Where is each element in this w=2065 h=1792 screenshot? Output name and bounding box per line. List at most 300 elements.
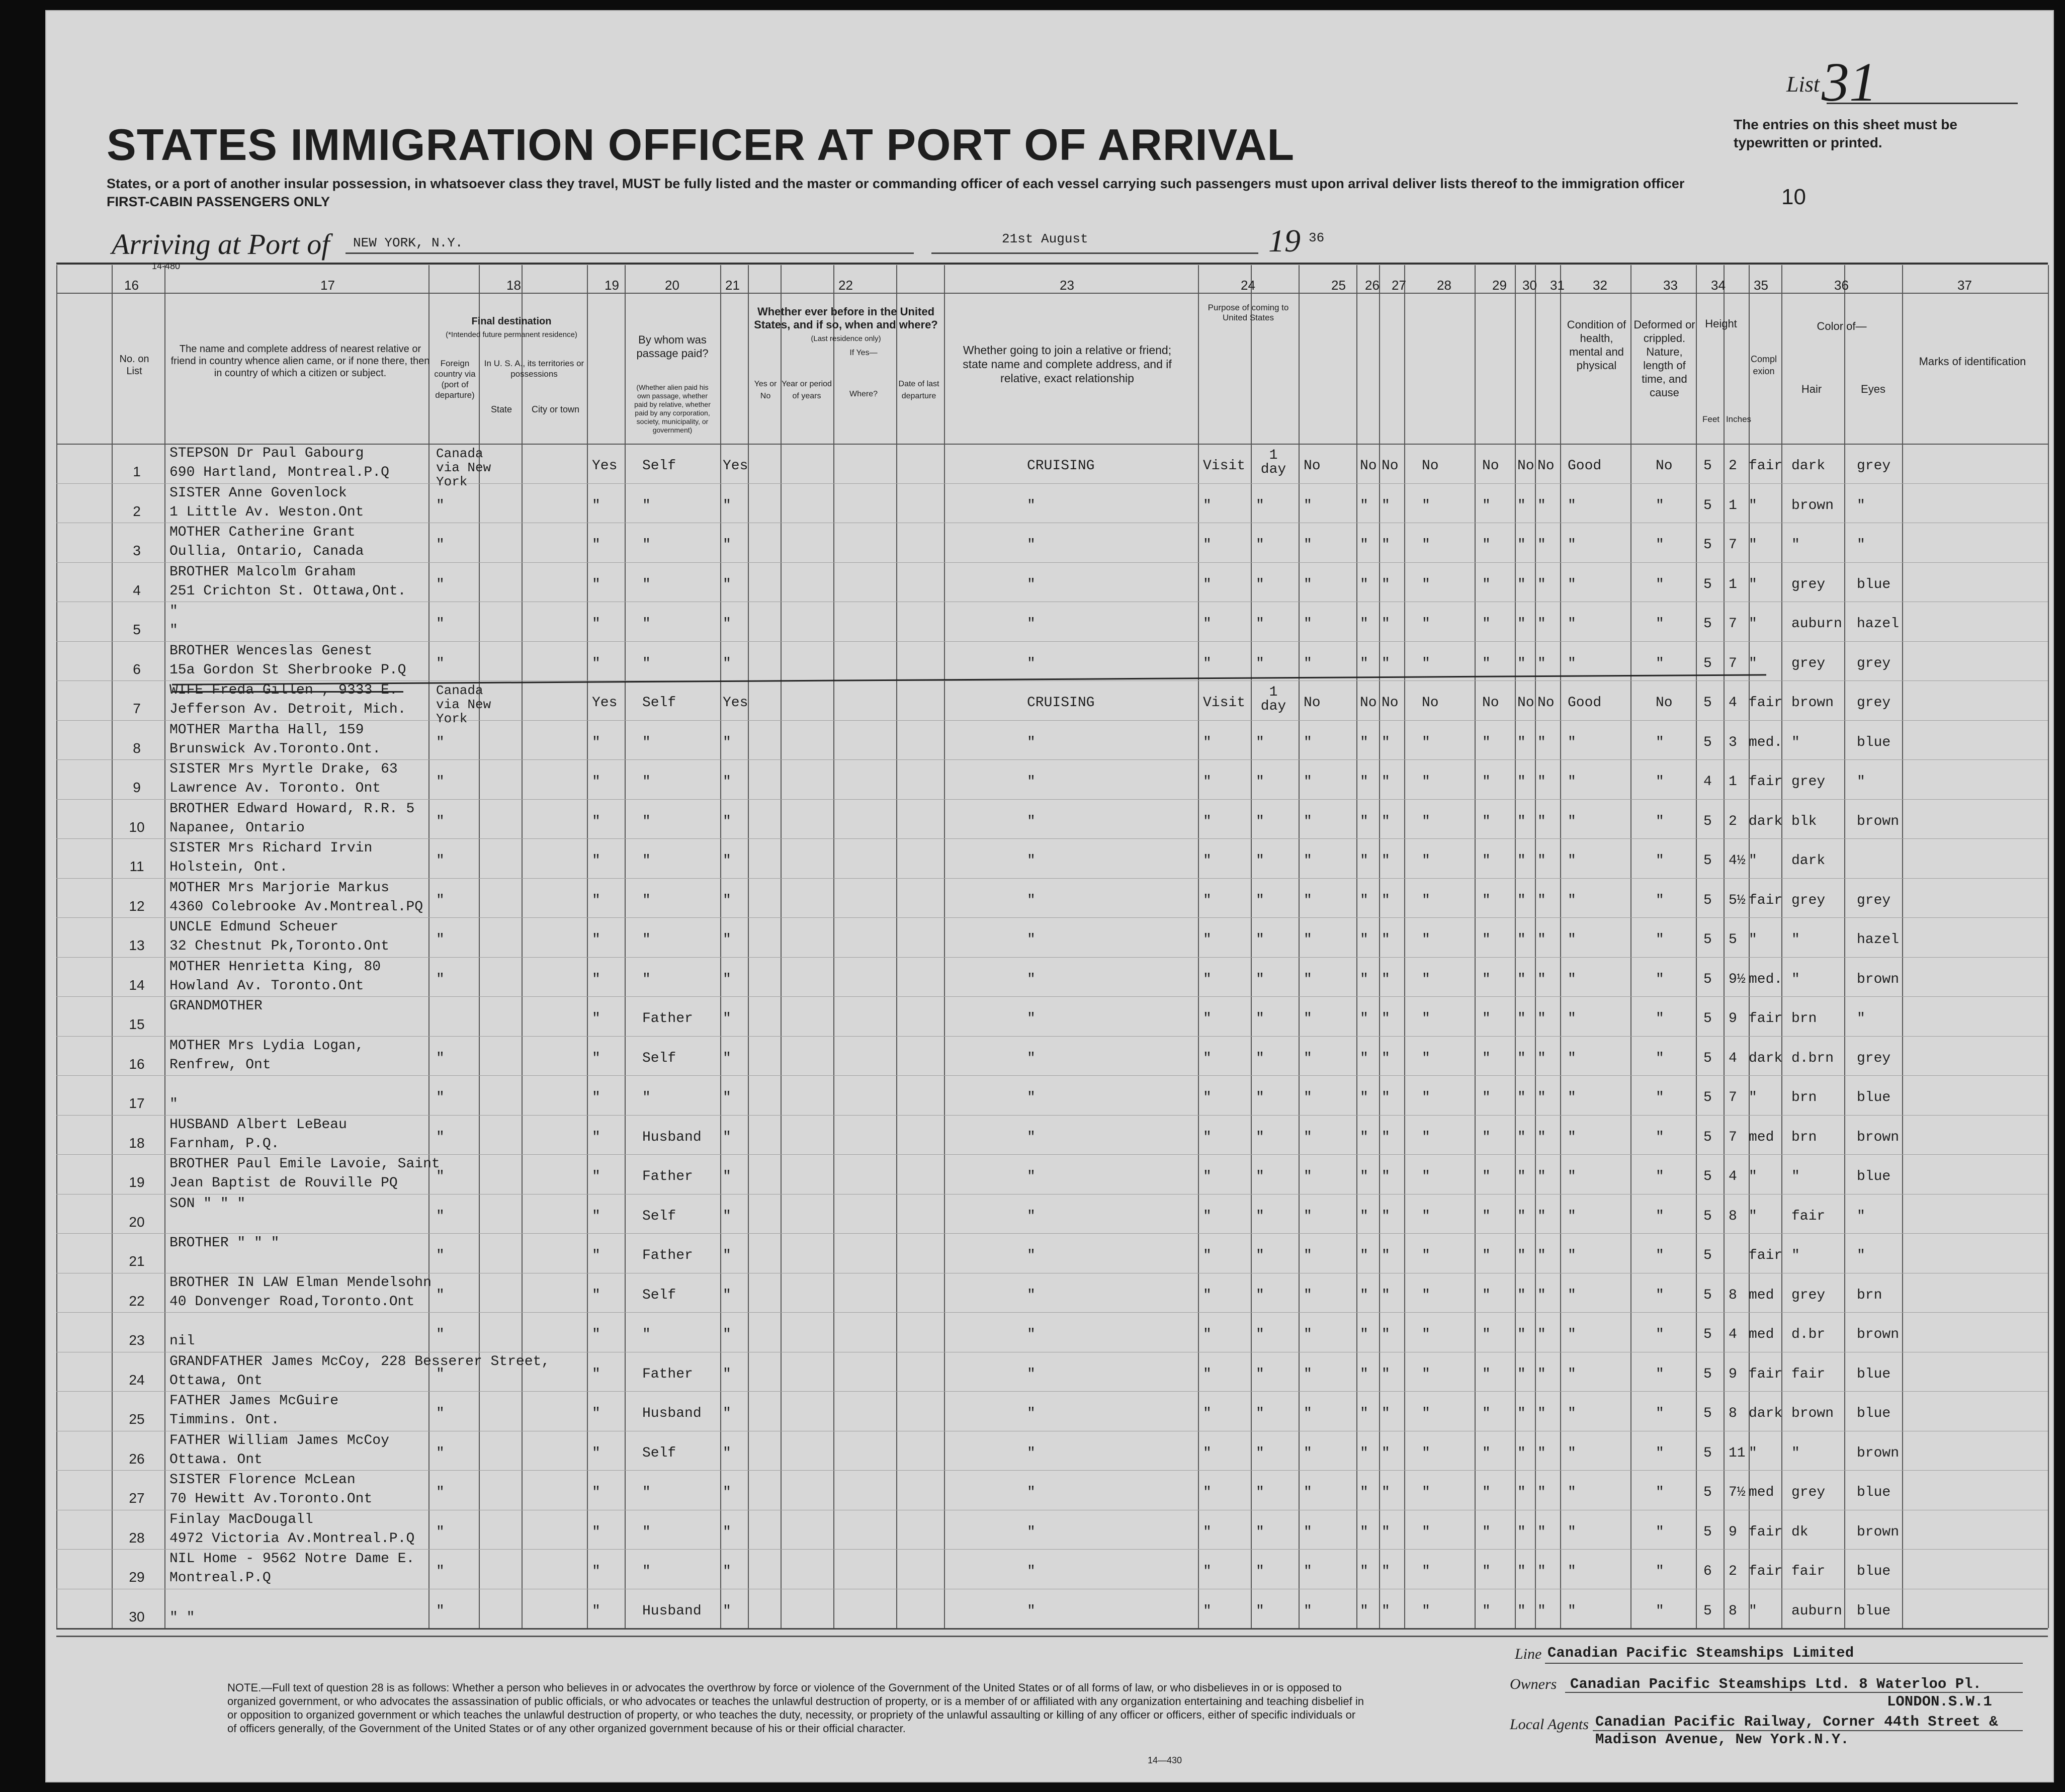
- relative-address: 1 Little Av. Weston.Ont: [169, 504, 364, 520]
- cell-inches: 7½: [1729, 1485, 1746, 1501]
- col-head-36: Color of—: [1817, 320, 1867, 332]
- col-num-26: 26: [1365, 278, 1380, 293]
- cell-foreign: ": [436, 655, 445, 671]
- cell-c27: No: [1382, 458, 1399, 474]
- cell-complexion: med: [1749, 1287, 1774, 1303]
- relative-name: WIFE Freda Gillen , 9333 E.: [169, 682, 398, 698]
- cell-c30: ": [1517, 1208, 1526, 1224]
- column-rule: [1404, 265, 1405, 1628]
- cell-ticket: ": [592, 1011, 600, 1027]
- cell-inches: 4½: [1729, 853, 1746, 869]
- cell-health: ": [1568, 1524, 1576, 1540]
- cell-money: ": [723, 774, 731, 790]
- line-value: Canadian Pacific Steamships Limited: [1547, 1645, 1854, 1661]
- agents-underline: [1593, 1730, 2023, 1731]
- cell-purpose: ": [1203, 1485, 1212, 1501]
- cell-foreign: ": [436, 932, 445, 948]
- cell-join: ": [1027, 1248, 1036, 1264]
- cell-feet: 5: [1703, 1603, 1712, 1619]
- cell-deformed: ": [1656, 616, 1664, 632]
- cell-ticket: ": [592, 497, 600, 514]
- relative-address: 15a Gordon St Sherbrooke P.Q: [169, 662, 406, 678]
- col-num-19: 19: [605, 278, 619, 293]
- cell-ticket: ": [592, 734, 600, 750]
- cell-length: ": [1256, 971, 1264, 987]
- cell-purpose: ": [1203, 1603, 1212, 1619]
- cell-inches: 7: [1729, 537, 1737, 553]
- cell-health: ": [1568, 1603, 1576, 1619]
- col-num-31: 31: [1550, 278, 1565, 293]
- row-number: 20: [129, 1214, 145, 1230]
- cell-c26: ": [1360, 1406, 1368, 1422]
- cell-eyes: grey: [1857, 458, 1891, 474]
- cell-inches: 9: [1729, 1366, 1737, 1382]
- cell-foreign: ": [436, 971, 445, 987]
- cell-c25: ": [1304, 1485, 1312, 1501]
- cell-c30: ": [1517, 853, 1526, 869]
- cell-inches: 3: [1729, 734, 1737, 750]
- cell-paid: ": [642, 576, 651, 592]
- cell-length: ": [1256, 1327, 1264, 1343]
- agents-label: Local Agents: [1510, 1716, 1589, 1733]
- cell-c30: ": [1517, 576, 1526, 592]
- cell-deformed: ": [1656, 1169, 1664, 1185]
- header-rule: [56, 293, 2048, 294]
- cell-ticket: ": [592, 1524, 600, 1540]
- cell-complexion: ": [1749, 1208, 1757, 1224]
- cell-purpose: ": [1203, 1327, 1212, 1343]
- cell-foreign: ": [436, 1248, 445, 1264]
- cell-health: ": [1568, 813, 1576, 829]
- cell-complexion: ": [1749, 1603, 1757, 1619]
- cell-c27: ": [1382, 1050, 1390, 1066]
- cell-length: ": [1256, 655, 1264, 671]
- cell-c28: ": [1422, 655, 1430, 671]
- cell-c29: ": [1482, 1287, 1491, 1303]
- cell-money: ": [723, 1248, 731, 1264]
- cell-c27: ": [1382, 1485, 1390, 1501]
- cell-inches: 1: [1729, 576, 1737, 592]
- row-number: 28: [129, 1529, 145, 1546]
- cell-c31: ": [1537, 537, 1546, 553]
- row-number: 4: [133, 582, 141, 598]
- cell-length: ": [1256, 853, 1264, 869]
- cell-c28: ": [1422, 853, 1430, 869]
- cell-complexion: ": [1749, 616, 1757, 632]
- cell-ticket: ": [592, 1603, 600, 1619]
- agents-value-2: Madison Avenue, New York.N.Y.: [1595, 1731, 1849, 1748]
- cell-c30: ": [1517, 932, 1526, 948]
- cell-c27: ": [1382, 774, 1390, 790]
- footer-rule: [56, 1636, 2048, 1637]
- cell-c29: ": [1482, 1366, 1491, 1382]
- cell-c29: ": [1482, 892, 1491, 908]
- page-title: STATES IMMIGRATION OFFICER AT PORT OF ARRIVAL: [107, 120, 1295, 169]
- cell-money: ": [723, 1327, 731, 1343]
- cell-c29: ": [1482, 655, 1491, 671]
- cell-eyes: blue: [1857, 1603, 1891, 1619]
- cell-feet: 5: [1703, 1011, 1712, 1027]
- cell-feet: 5: [1703, 497, 1712, 514]
- col-num-27: 27: [1392, 278, 1406, 293]
- cell-inches: 8: [1729, 1406, 1737, 1422]
- cell-length: ": [1256, 1287, 1264, 1303]
- cell-c27: ": [1382, 1406, 1390, 1422]
- cell-paid: Father: [642, 1169, 693, 1185]
- cell-eyes: ": [1857, 1248, 1865, 1264]
- cell-feet: 5: [1703, 813, 1712, 829]
- cell-c26: ": [1360, 1050, 1368, 1066]
- cell-purpose: ": [1203, 892, 1212, 908]
- cell-deformed: ": [1656, 1524, 1664, 1540]
- cell-health: ": [1568, 1090, 1576, 1106]
- cell-deformed: ": [1656, 1406, 1664, 1422]
- relative-name: MOTHER Mrs Lydia Logan,: [169, 1038, 364, 1054]
- cell-eyes: brown: [1857, 813, 1900, 829]
- cell-purpose: ": [1203, 1208, 1212, 1224]
- cell-length: ": [1256, 1485, 1264, 1501]
- cell-c31: ": [1537, 734, 1546, 750]
- cell-eyes: brown: [1857, 1445, 1900, 1461]
- cell-hair: ": [1791, 932, 1800, 948]
- relative-address: 4972 Victoria Av.Montreal.P.Q: [169, 1530, 415, 1547]
- cell-c31: ": [1537, 1406, 1546, 1422]
- cell-money: ": [723, 1208, 731, 1224]
- cell-purpose: ": [1203, 734, 1212, 750]
- cell-c28: ": [1422, 537, 1430, 553]
- cell-join: ": [1027, 576, 1036, 592]
- cell-c28: ": [1422, 1445, 1430, 1461]
- cell-c26: ": [1360, 1445, 1368, 1461]
- cell-foreign: ": [436, 892, 445, 908]
- cell-complexion: med.: [1749, 971, 1783, 987]
- cell-inches: 2: [1729, 813, 1737, 829]
- cell-feet: 5: [1703, 971, 1712, 987]
- relative-name: BROTHER Edward Howard, R.R. 5: [169, 801, 415, 817]
- cell-complexion: ": [1749, 1445, 1757, 1461]
- relative-name: MOTHER Mrs Marjorie Markus: [169, 880, 389, 896]
- cell-c26: ": [1360, 1090, 1368, 1106]
- column-rule: [944, 265, 945, 1628]
- relative-address: 40 Donvenger Road,Toronto.Ont: [169, 1294, 415, 1310]
- cell-c26: ": [1360, 1169, 1368, 1185]
- cell-c28: ": [1422, 497, 1430, 514]
- cell-length: ": [1256, 1564, 1264, 1580]
- col-head-24: Purpose of coming to United States: [1208, 303, 1289, 322]
- cell-complexion: fair: [1749, 458, 1783, 474]
- cell-paid: ": [642, 1090, 651, 1106]
- relative-address: 690 Hartland, Montreal.P.Q: [169, 465, 389, 480]
- cell-c27: ": [1382, 892, 1390, 908]
- column-rule: [781, 265, 782, 1628]
- year-label: 19: [1268, 223, 1301, 259]
- cell-money: ": [723, 576, 731, 592]
- col-num-37: 37: [1957, 278, 1972, 293]
- cell-health: ": [1568, 1169, 1576, 1185]
- cell-c29: ": [1482, 537, 1491, 553]
- relative-name: BROTHER Wenceslas Genest: [169, 643, 373, 659]
- cell-feet: 5: [1703, 695, 1712, 711]
- cell-length: ": [1256, 537, 1264, 553]
- cell-foreign: Canada via New York: [436, 446, 491, 489]
- col-sub-18: (*Intended future permanent residence): [446, 330, 577, 339]
- relative-name: FATHER William James McCoy: [169, 1432, 389, 1448]
- cell-eyes: brown: [1857, 1129, 1900, 1145]
- cell-foreign: ": [436, 1603, 445, 1619]
- cell-c28: ": [1422, 813, 1430, 829]
- cell-join: ": [1027, 1366, 1036, 1382]
- cell-c27: ": [1382, 1524, 1390, 1540]
- cell-foreign: ": [436, 1050, 445, 1066]
- cell-c31: ": [1537, 1445, 1546, 1461]
- agents-value-1: Canadian Pacific Railway, Corner 44th Street &: [1595, 1714, 1998, 1730]
- cell-c27: ": [1382, 1169, 1390, 1185]
- cell-foreign: ": [436, 1169, 445, 1185]
- cell-eyes: grey: [1857, 655, 1891, 671]
- cell-feet: 5: [1703, 458, 1712, 474]
- cell-complexion: med: [1749, 1485, 1774, 1501]
- cell-c30: ": [1517, 774, 1526, 790]
- cell-inches: 7: [1729, 1129, 1737, 1145]
- cell-c30: ": [1517, 1485, 1526, 1501]
- cell-join: ": [1027, 616, 1036, 632]
- cell-purpose: ": [1203, 932, 1212, 948]
- col-18-state: State: [490, 404, 512, 414]
- cell-paid: Self: [642, 695, 676, 711]
- cell-c27: ": [1382, 1603, 1390, 1619]
- cell-c26: ": [1360, 497, 1368, 514]
- column-rule: [164, 265, 165, 1628]
- cell-ticket: ": [592, 1050, 600, 1066]
- cell-c26: ": [1360, 1287, 1368, 1303]
- cell-c29: ": [1482, 497, 1491, 514]
- cell-c26: ": [1360, 774, 1368, 790]
- cell-complexion: ": [1749, 1090, 1757, 1106]
- cell-health: ": [1568, 576, 1576, 592]
- relative-name: SISTER Mrs Myrtle Drake, 63: [169, 761, 398, 777]
- cell-ticket: ": [592, 853, 600, 869]
- cell-c26: ": [1360, 734, 1368, 750]
- cell-eyes: blue: [1857, 1169, 1891, 1185]
- row-number: 12: [129, 898, 145, 914]
- cell-c25: ": [1304, 734, 1312, 750]
- cell-length: ": [1256, 1248, 1264, 1264]
- cell-join: ": [1027, 1169, 1036, 1185]
- cell-hair: ": [1791, 1248, 1800, 1264]
- cell-deformed: ": [1656, 497, 1664, 514]
- cell-paid: Self: [642, 1445, 676, 1461]
- cell-join: ": [1027, 1129, 1036, 1145]
- cell-c26: ": [1360, 1524, 1368, 1540]
- cell-c28: ": [1422, 774, 1430, 790]
- cell-purpose: ": [1203, 1248, 1212, 1264]
- cell-inches: 5: [1729, 932, 1737, 948]
- cell-health: ": [1568, 1406, 1576, 1422]
- column-rule: [1560, 265, 1561, 1628]
- cell-c31: ": [1537, 774, 1546, 790]
- col-head-35: Complexion: [1750, 354, 1777, 376]
- arriving-label: Arriving at Port of: [112, 228, 330, 261]
- cell-paid: ": [642, 813, 651, 829]
- cell-paid: ": [642, 1485, 651, 1501]
- row-rule: [56, 1470, 2048, 1471]
- cell-inches: 4: [1729, 1169, 1737, 1185]
- cell-hair: grey: [1791, 892, 1826, 908]
- row-number: 1: [133, 464, 141, 479]
- relative-name: BROTHER Paul Emile Lavoie, Saint: [169, 1156, 440, 1172]
- cell-join: ": [1027, 853, 1036, 869]
- cell-c29: ": [1482, 734, 1491, 750]
- cell-c31: ": [1537, 1248, 1546, 1264]
- cell-purpose: ": [1203, 1090, 1212, 1106]
- cell-eyes: grey: [1857, 1050, 1891, 1066]
- cell-health: ": [1568, 537, 1576, 553]
- cell-complexion: dark: [1749, 1050, 1783, 1066]
- cell-c25: ": [1304, 853, 1312, 869]
- cell-paid: Father: [642, 1248, 693, 1264]
- cell-complexion: ": [1749, 576, 1757, 592]
- cell-join: CRUISING: [1027, 458, 1095, 474]
- row-number: 29: [129, 1569, 145, 1585]
- cell-c30: ": [1517, 734, 1526, 750]
- row-rule: [56, 720, 2048, 721]
- cell-c25: ": [1304, 892, 1312, 908]
- cell-foreign: ": [436, 813, 445, 829]
- cell-join: ": [1027, 971, 1036, 987]
- cell-join: ": [1027, 1208, 1036, 1224]
- cell-ticket: ": [592, 1287, 600, 1303]
- cell-hair: grey: [1791, 774, 1826, 790]
- cell-foreign: ": [436, 1445, 445, 1461]
- row-number: 30: [129, 1608, 145, 1625]
- cell-c25: ": [1304, 576, 1312, 592]
- cell-length: ": [1256, 1129, 1264, 1145]
- cell-c25: ": [1304, 774, 1312, 790]
- col-22-if-yes: If Yes—: [849, 349, 878, 357]
- cell-c31: ": [1537, 1090, 1546, 1106]
- cell-complexion: med: [1749, 1327, 1774, 1343]
- relative-name: Finlay MacDougall: [169, 1511, 313, 1527]
- cell-join: ": [1027, 1050, 1036, 1066]
- col-head-32: Condition of health, mental and physical: [1567, 318, 1626, 372]
- col-22-yes-no: Yes or No: [754, 380, 777, 400]
- cell-health: ": [1568, 892, 1576, 908]
- list-number: 31: [1822, 51, 1877, 113]
- cell-c25: ": [1304, 1248, 1312, 1264]
- cell-paid: Father: [642, 1366, 693, 1382]
- cell-hair: ": [1791, 734, 1800, 750]
- col-head-33: Deformed or crippled. Nature, length of time, and cause: [1633, 318, 1695, 399]
- cell-deformed: ": [1656, 1090, 1664, 1106]
- cell-purpose: ": [1203, 655, 1212, 671]
- intro-text: States, or a port of another insular possession, in whatsoever class they travel, MUST be fully listed and the master or commanding officer of each vessel carrying such passengers must upon arrival deliver lists thereof to the immigration officer FIRST-CABIN PASSENGERS ONLY: [107, 176, 1685, 209]
- cell-eyes: brown: [1857, 1327, 1900, 1343]
- cell-join: ": [1027, 1524, 1036, 1540]
- cell-health: ": [1568, 1366, 1576, 1382]
- cell-c25: No: [1304, 458, 1321, 474]
- cell-complexion: ": [1749, 497, 1757, 514]
- cell-inches: 9: [1729, 1011, 1737, 1027]
- cell-foreign: ": [436, 1485, 445, 1501]
- strike-through-row-6: [172, 674, 1766, 685]
- cell-join: ": [1027, 734, 1036, 750]
- cell-eyes: ": [1857, 537, 1865, 553]
- cell-c31: ": [1537, 1485, 1546, 1501]
- relative-address: ": [169, 623, 178, 638]
- cell-paid: ": [642, 1327, 651, 1343]
- cell-length: ": [1256, 892, 1264, 908]
- cell-hair: dark: [1791, 853, 1826, 869]
- cell-c31: ": [1537, 1208, 1546, 1224]
- cell-c27: ": [1382, 1090, 1390, 1106]
- row-rule: [56, 1233, 2048, 1234]
- cell-hair: grey: [1791, 1485, 1826, 1501]
- cell-c28: ": [1422, 576, 1430, 592]
- cell-length: ": [1256, 1011, 1264, 1027]
- cell-c28: ": [1422, 1524, 1430, 1540]
- relative-address: ": [169, 1096, 178, 1112]
- cell-feet: 5: [1703, 1248, 1712, 1264]
- cell-c30: ": [1517, 1169, 1526, 1185]
- cell-c25: ": [1304, 1011, 1312, 1027]
- cell-c27: ": [1382, 1366, 1390, 1382]
- cell-length: 1 day: [1260, 685, 1286, 714]
- cell-complexion: fair: [1749, 1248, 1783, 1264]
- cell-health: ": [1568, 655, 1576, 671]
- cell-c31: ": [1537, 1011, 1546, 1027]
- list-label: List: [1786, 72, 1820, 97]
- relative-name: MOTHER Catherine Grant: [169, 525, 356, 540]
- cell-deformed: ": [1656, 1485, 1664, 1501]
- col-34-feet: Feet: [1702, 414, 1720, 424]
- cell-c25: ": [1304, 1208, 1312, 1224]
- cell-c31: ": [1537, 616, 1546, 632]
- cell-inches: 4: [1729, 695, 1737, 711]
- cell-length: ": [1256, 1406, 1264, 1422]
- cell-feet: 5: [1703, 537, 1712, 553]
- cell-c29: ": [1482, 1050, 1491, 1066]
- cell-c25: ": [1304, 1366, 1312, 1382]
- footer-form-code: 14—430: [1148, 1755, 1182, 1765]
- cell-c31: ": [1537, 1603, 1546, 1619]
- cell-c30: No: [1517, 695, 1534, 711]
- sheet-instruction: The entries on this sheet must be typewritten or printed.: [1734, 117, 1957, 150]
- row-number: 10: [129, 819, 145, 835]
- cell-health: ": [1568, 1208, 1576, 1224]
- cell-c28: ": [1422, 1603, 1430, 1619]
- col-num-22: 22: [838, 278, 853, 293]
- cell-money: Yes: [723, 458, 748, 474]
- cell-length: ": [1256, 1208, 1264, 1224]
- cell-c26: No: [1360, 695, 1377, 711]
- row-number: 22: [129, 1293, 145, 1309]
- cell-money: ": [723, 1011, 731, 1027]
- row-number: 16: [129, 1056, 145, 1072]
- cell-feet: 5: [1703, 1366, 1712, 1382]
- cell-length: ": [1256, 1169, 1264, 1185]
- cell-deformed: ": [1656, 1050, 1664, 1066]
- col-head-16: No. on List: [119, 354, 149, 377]
- strike-through-row-6: [172, 691, 403, 693]
- column-rule: [1902, 265, 1903, 1628]
- cell-c27: ": [1382, 932, 1390, 948]
- cell-foreign: ": [436, 774, 445, 790]
- cell-complexion: dark: [1749, 813, 1783, 829]
- cell-eyes: blue: [1857, 576, 1891, 592]
- cell-c29: ": [1482, 1445, 1491, 1461]
- cell-purpose: ": [1203, 774, 1212, 790]
- cell-inches: 5½: [1729, 892, 1746, 908]
